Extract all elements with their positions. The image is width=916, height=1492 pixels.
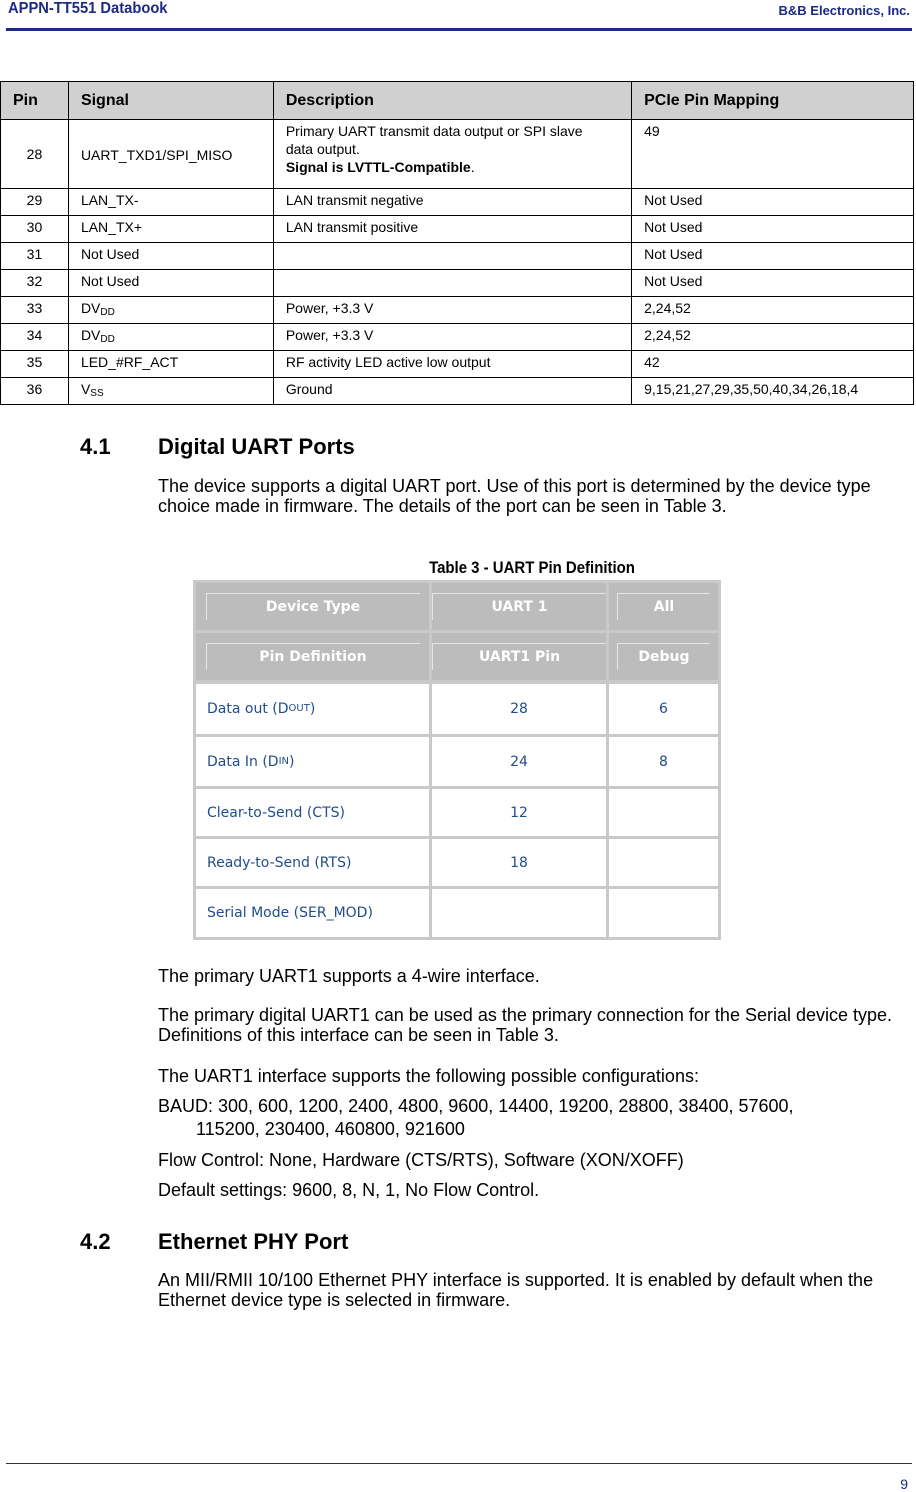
pin-cell: 28 — [1, 120, 69, 189]
row-rts-debug — [609, 839, 718, 886]
header-uart1 — [432, 583, 606, 630]
description-cell: LAN transmit negative — [273, 189, 631, 216]
desc-emphasis: Signal is LVTTL-Compatible — [285, 159, 471, 175]
uart-intro-paragraph: The device supports a digital UART port. Use of this port is determined by the device type choice made in firmware. The details of the port can be seen in Table 3. — [158, 476, 871, 516]
uart-4wire-paragraph: The primary UART1 supports a 4-wire interface. — [158, 966, 540, 986]
row-cts-definition: Clear-to-Send (CTS) — [196, 789, 429, 836]
table-row — [1, 189, 914, 216]
desc-period: . — [470, 159, 475, 175]
header-uart1-pin-label: UART1 Pin — [432, 643, 606, 670]
signal-cell: LAN_TX+ — [68, 216, 273, 243]
signal-cell — [68, 378, 273, 405]
row-data-in-uart1: 24 — [432, 737, 606, 786]
footer-rule — [6, 1463, 912, 1464]
row-rts-definition: Ready-to-Send (RTS) — [196, 839, 429, 886]
signal-cell: UART_TXD1/SPI_MISO — [68, 120, 273, 189]
mapping-cell: 9,15,21,27,29,35,50,40,34,26,18,4 — [632, 378, 914, 405]
mapping-cell: 2,24,52 — [632, 297, 914, 324]
table-row — [1, 120, 914, 189]
definition-text: Data In (D — [207, 753, 279, 770]
row-rts-uart1: 18 — [432, 839, 606, 886]
row-data-out-uart1: 28 — [432, 684, 606, 734]
company-name: B&B Electronics, Inc. — [778, 3, 910, 18]
table-caption: Table 3 - UART Pin Definition — [429, 558, 635, 577]
description-cell: Power, +3.3 V — [273, 324, 631, 351]
definition-end: ) — [289, 753, 295, 770]
uart-config-paragraph: The UART1 interface supports the following possible configurations: — [158, 1066, 699, 1086]
section-number: 4.2 — [80, 1229, 111, 1254]
col-signal: Signal — [68, 82, 273, 120]
section-title: Digital UART Ports — [158, 434, 355, 459]
signal-text: DV — [80, 327, 101, 343]
header-uart1-pin — [432, 633, 606, 680]
mapping-cell: 2,24,52 — [632, 324, 914, 351]
row-data-out-debug: 6 — [609, 684, 718, 734]
col-pcie-mapping: PCIe Pin Mapping — [632, 82, 914, 120]
header-uart1-label: UART 1 — [432, 593, 606, 620]
row-cts-uart1: 12 — [432, 789, 606, 836]
definition-text: Data out (D — [207, 701, 289, 717]
row-cts-debug — [609, 789, 718, 836]
row-data-out-definition: Data out (D OUT ) — [196, 684, 429, 734]
signal-cell — [68, 297, 273, 324]
pin-cell: 29 — [1, 189, 69, 216]
header-device-type — [196, 583, 429, 630]
description-cell: LAN transmit positive — [273, 216, 631, 243]
pin-table — [0, 81, 914, 405]
mapping-cell: Not Used — [632, 189, 914, 216]
row-ser-mod-uart1 — [432, 889, 606, 937]
mapping-cell: 49 — [632, 120, 914, 189]
desc-line: data output. — [285, 141, 360, 157]
page-number: 9 — [900, 1476, 908, 1492]
col-pin: Pin — [1, 82, 69, 120]
table-row — [1, 270, 914, 297]
table-row — [1, 297, 914, 324]
header-device-type-label: Device Type — [206, 593, 420, 620]
col-description: Description — [273, 82, 631, 120]
pin-cell: 33 — [1, 297, 69, 324]
row-ser-mod-definition: Serial Mode (SER_MOD) — [196, 889, 429, 937]
baud-line-continued: 115200, 230400, 460800, 921600 — [196, 1119, 465, 1139]
baud-line: BAUD: 300, 600, 1200, 2400, 4800, 9600, 14400, 19200, 28800, 38400, 57600, — [158, 1096, 794, 1116]
description-cell — [273, 243, 631, 270]
signal-subscript: SS — [90, 388, 104, 399]
description-cell — [273, 270, 631, 297]
header-all — [609, 583, 718, 630]
signal-cell — [68, 324, 273, 351]
pin-table-header — [1, 82, 914, 120]
section-title: Ethernet PHY Port — [158, 1229, 349, 1254]
header-debug — [609, 633, 718, 680]
desc-line: Primary UART transmit data output or SPI slave — [285, 123, 583, 139]
signal-subscript: DD — [100, 334, 115, 345]
default-settings-line: Default settings: 9600, 8, N, 1, No Flow Control. — [158, 1180, 540, 1200]
signal-text: V — [80, 381, 91, 397]
signal-text: DV — [80, 300, 101, 316]
definition-end: ) — [309, 701, 316, 717]
uart-pin-table — [193, 580, 721, 940]
signal-cell: LAN_TX- — [68, 189, 273, 216]
document-title: APPN-TT551 Databook — [8, 0, 168, 17]
flow-control-line: Flow Control: None, Hardware (CTS/RTS), Software (XON/XOFF) — [158, 1150, 684, 1170]
header-rule — [6, 28, 912, 31]
pin-cell: 34 — [1, 324, 69, 351]
signal-cell: LED_#RF_ACT — [68, 351, 273, 378]
section-number: 4.1 — [80, 434, 111, 459]
header-all-label: All — [617, 593, 710, 620]
pin-cell: 30 — [1, 216, 69, 243]
row-data-in-definition: Data In (D IN ) — [196, 737, 429, 786]
row-ser-mod-debug — [609, 889, 718, 937]
description-cell: Power, +3.3 V — [273, 297, 631, 324]
pin-cell: 32 — [1, 270, 69, 297]
row-data-in-debug: 8 — [609, 737, 718, 786]
description-cell: RF activity LED active low output — [273, 351, 631, 378]
table-row — [1, 324, 914, 351]
table-row — [1, 243, 914, 270]
mapping-cell: Not Used — [632, 216, 914, 243]
header-debug-label: Debug — [617, 643, 710, 670]
table-row — [1, 351, 914, 378]
ethernet-paragraph: An MII/RMII 10/100 Ethernet PHY interface is supported. It is enabled by default when the Ethernet device type is selected in firmware. — [158, 1270, 874, 1310]
header-pin-definition — [196, 633, 429, 680]
description-cell — [273, 120, 631, 189]
pin-cell: 36 — [1, 378, 69, 405]
pin-cell: 31 — [1, 243, 69, 270]
signal-cell: Not Used — [68, 243, 273, 270]
mapping-cell: Not Used — [632, 270, 914, 297]
table-row — [1, 378, 914, 405]
mapping-cell: 42 — [632, 351, 914, 378]
description-cell: Ground — [273, 378, 631, 405]
uart-primary-paragraph: The primary digital UART1 can be used as the primary connection for the Serial device type. Definitions of this interface can be seen in Table 3. — [158, 1005, 893, 1045]
signal-subscript: DD — [100, 307, 115, 318]
mapping-cell: Not Used — [632, 243, 914, 270]
header-pin-definition-label: Pin Definition — [206, 643, 420, 670]
pin-cell: 35 — [1, 351, 69, 378]
table-row — [1, 216, 914, 243]
signal-cell: Not Used — [68, 270, 273, 297]
